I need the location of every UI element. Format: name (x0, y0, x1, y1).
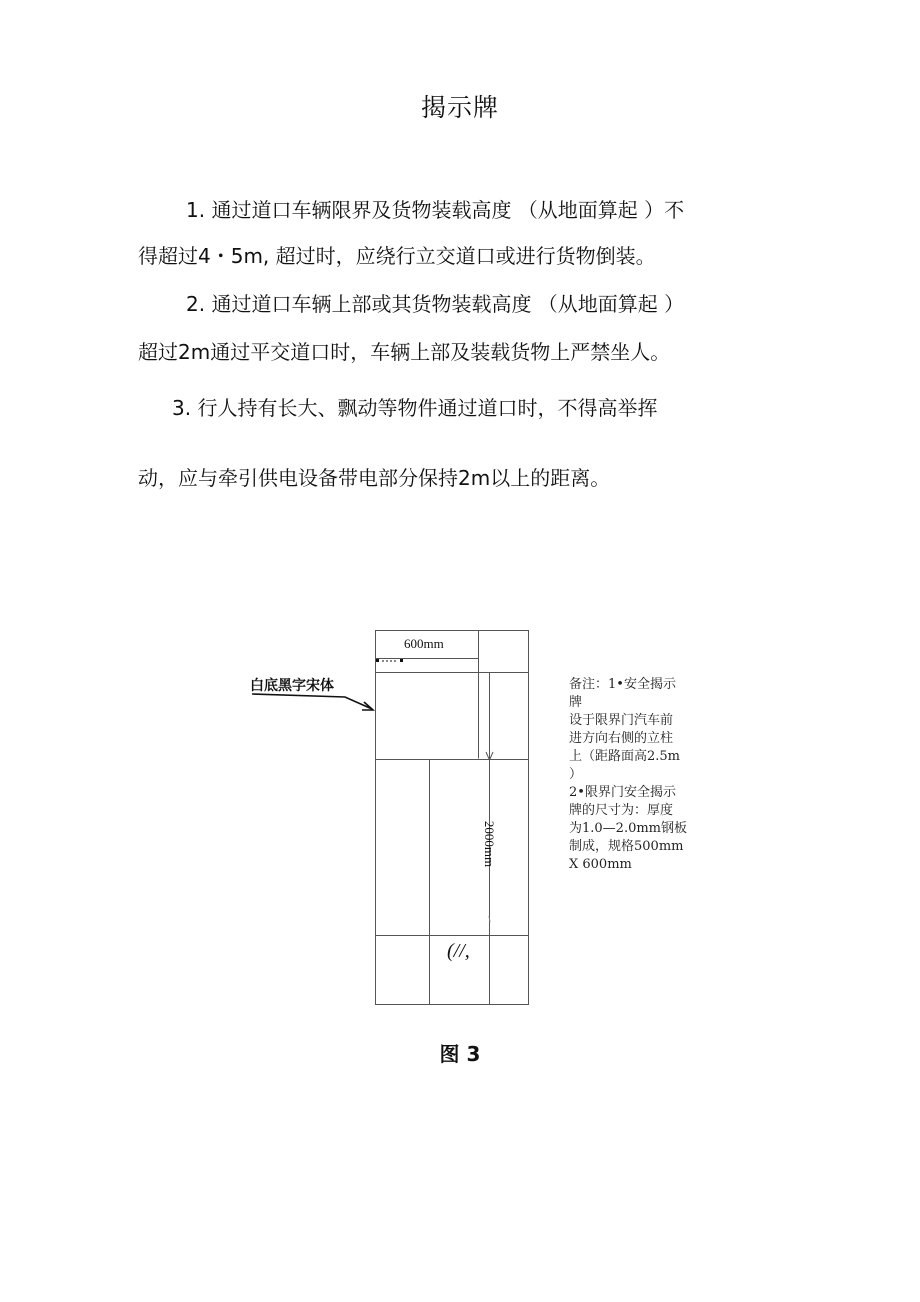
paragraph-1-line-1: 1. 通过道口车辆限界及货物装载高度 （从地面算起 ）不 (186, 198, 685, 222)
note-line: X 600mm (569, 857, 632, 872)
paragraph-2-line-2: 超过2m通过平交道口时，车辆上部及装载货物上严禁坐人。 (138, 340, 671, 364)
note-line: ） (569, 767, 583, 782)
note-line: 制成，规格500mm (569, 839, 684, 854)
paragraph-3-line-1: 3. 行人持有长大、飘动等物件通过道口时，不得高举挥 (172, 396, 658, 420)
page-title: 揭示牌 (420, 93, 499, 122)
note-line: 牌的尺寸为：厚度 (569, 803, 674, 818)
paragraph-3-line-2: 动，应与牵引供电设备带电部分保持2m以上的距离。 (138, 466, 611, 490)
note-line: 设于限界门汽车前 (569, 713, 674, 728)
callout-leader (252, 694, 372, 709)
note-line: 为1.0—2.0mm钢板 (569, 821, 688, 836)
callout-label: 白底黑字宋体 (250, 678, 334, 694)
paragraph-1-line-2: 得超过4・5m, 超过时，应绕行立交道口或进行货物倒装。 (138, 244, 656, 268)
note-line: 牌 (569, 695, 583, 710)
paragraph-2-line-1: 2. 通过道口车辆上部或其货物装载高度 （从地面算起 ） (186, 292, 685, 316)
figure-notes (569, 676, 687, 874)
scribble-mark: (//, (447, 940, 470, 962)
figure-caption: 图 3 (439, 1042, 481, 1066)
note-line: 进方向右侧的立柱 (569, 731, 674, 746)
width-label: 600mm (404, 636, 444, 651)
height-label: 2000mm (482, 820, 498, 868)
note-line: 上（距路面高2.5m (569, 749, 681, 764)
note-line: 2•限界门安全揭示 (569, 785, 676, 800)
note-line: 备注：1•安全揭示 (569, 677, 676, 692)
